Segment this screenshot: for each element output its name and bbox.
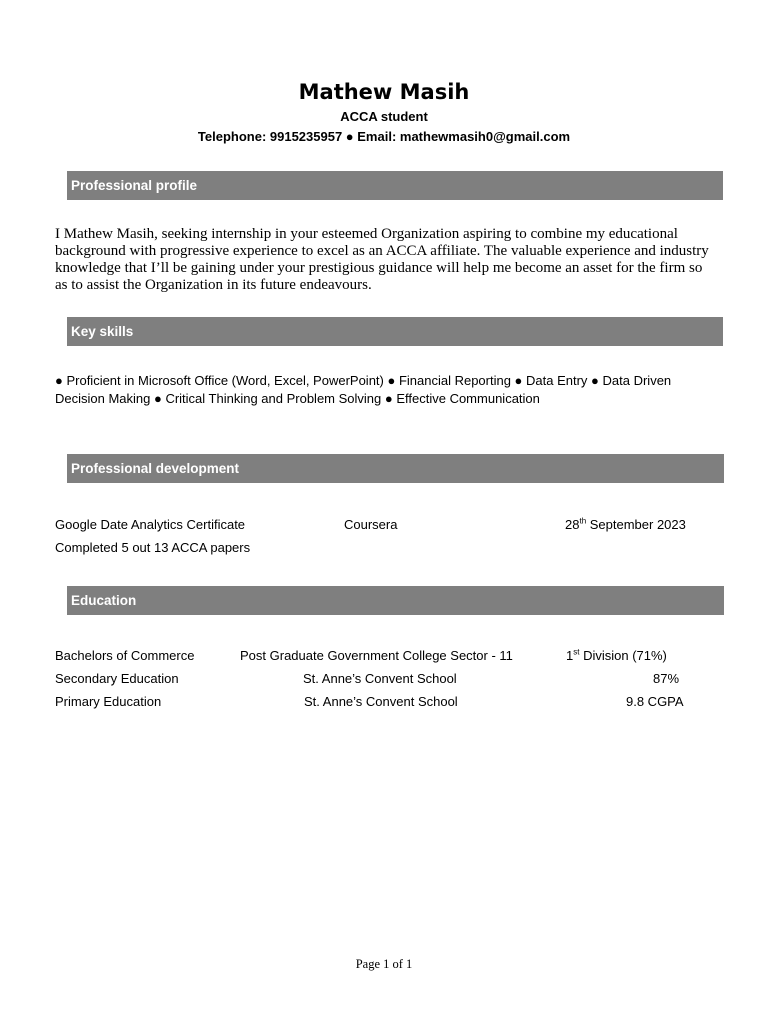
certificate-date-day: 28 <box>565 517 580 532</box>
development-row <box>55 539 715 557</box>
profile-paragraph: I Mathew Masih, seeking internship in your esteemed Organization aspiring to combine my educational background with progressive experience to excel as an ACCA affiliate. The valuable experience and industry knowledge that I’ll be gaining under your prestigious guidance will help me become an asset for the firm so as to assist the Organization in its future endeavours. <box>55 226 709 293</box>
education-result-rest: Division (71%) <box>579 648 667 663</box>
candidate-title: ACCA student <box>340 109 428 124</box>
education-result: 9.8 CGPA <box>626 694 684 709</box>
page-number: Page 1 of 1 <box>355 957 413 971</box>
contact-line: Telephone: 9915235957 ● Email: mathewmasih0@gmail.com <box>197 129 571 144</box>
education-row <box>55 647 715 665</box>
education-institution: St. Anne’s Convent School <box>304 694 458 709</box>
education-degree: Bachelors of Commerce <box>55 648 195 663</box>
acca-papers-note: Completed 5 out 13 ACCA papers <box>55 540 251 555</box>
certificate-name: Google Date Analytics Certificate <box>55 517 246 532</box>
skills-list: ● Proficient in Microsoft Office (Word, Excel, PowerPoint) ● Financial Reporting ● Data Entry ● Data Driven Decision Making ● Critical Thinking and Problem Solving ● Effective Communication <box>55 373 672 406</box>
section-heading-development: Professional development <box>67 454 724 483</box>
education-result <box>566 647 667 665</box>
development-row <box>55 516 715 534</box>
education-row <box>55 670 715 688</box>
education-degree: Secondary Education <box>55 671 179 686</box>
section-heading-profile: Professional profile <box>67 171 723 200</box>
education-institution: Post Graduate Government College Sector - 11 <box>240 648 513 663</box>
certificate-date-suffix: th <box>579 516 587 526</box>
education-result-suffix: st <box>573 647 580 657</box>
section-heading-skills: Key skills <box>67 317 723 346</box>
education-degree: Primary Education <box>55 694 162 709</box>
education-institution: St. Anne’s Convent School <box>303 671 457 686</box>
education-result-prefix: 1 <box>566 648 574 663</box>
candidate-name: Mathew Masih <box>298 80 470 104</box>
certificate-provider: Coursera <box>344 517 398 532</box>
education-row <box>55 693 715 711</box>
education-result: 87% <box>653 671 680 686</box>
certificate-date-rest: September 2023 <box>586 517 686 532</box>
section-heading-education: Education <box>67 586 724 615</box>
certificate-date <box>565 516 686 534</box>
